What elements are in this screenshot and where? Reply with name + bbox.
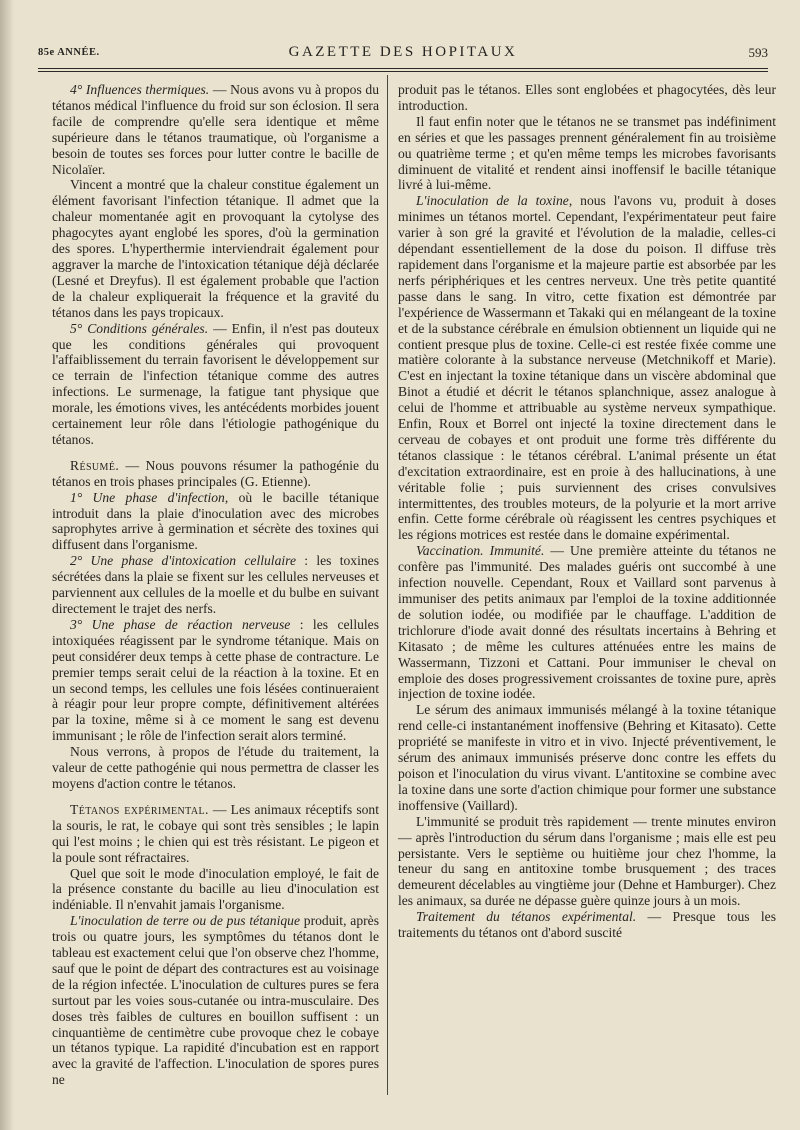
italic-heading: 1° Une phase d'infection [70, 489, 225, 505]
section-heading: Résumé. [70, 457, 120, 473]
paragraph [52, 321, 379, 448]
paragraph [52, 553, 379, 617]
paragraph [52, 866, 379, 914]
column-divider [387, 75, 388, 1095]
paragraph [52, 802, 379, 866]
paragraph-text: — Une première atteinte du tétanos ne confère pas l'immunité. Des malades guéris ont succombé à une infection nouvelle. Cependant, Roux et Vaillard sont parvenus à immuniser des petits animaux par l'emploi de la toxine additionnée de solution iodée, ou modifiée par le chauffage. L'addition de trichlorure d'iode avait donné des résultats incertains à Behring et Kitasato ; de même les cultures atténuées entre les mains de Wassermann, Tizzoni et Cattani. Pour immuniser le cheval on emploie des doses progressivement croissantes de toxine pure, après injection de toxine iodée. [398, 543, 776, 702]
page-binding-shadow [0, 0, 14, 1130]
left-column [52, 82, 379, 1088]
paragraph-text: Quel que soit le mode d'inoculation employé, le fait de la présence constante du bacille au lieu d'inoculation est indéniable. Il n'envahit jamais l'organisme. [52, 865, 379, 913]
header-year: 85e ANNÉE. [38, 47, 100, 58]
italic-heading: L'inoculation de la toxine [416, 193, 569, 209]
paragraph-text: — Nous pouvons résumer la pathogénie du tétanos en trois phases principales (G. Etienne). [52, 457, 379, 489]
paragraph-text: — Enfin, il n'est pas douteux que les conditions générales qui provoquent l'affaiblissement du terrain favorisent le développement sur ce terrain de l'infection tétanique comme des autres infections. Le surmenage, la fatigue tant physique que morale, les émotions vives, les antécédents morbides jouent certainement leur rôle dans l'étiologie pathogénique du tétanos. [52, 320, 379, 447]
italic-heading: 4° Influences thermiques. [70, 82, 210, 97]
paragraph [398, 814, 776, 909]
paragraph-text: produit, après trois ou quatre jours, les symptômes du tétanos dont le tableau est exactement celui que l'on observe chez l'homme, sauf que le point de départ des contractures est au voisinage de la région infectée. L'inoculation de cultures pures se fera surtout par les voies sous-cutanée ou intra-musculaire. Des doses très faibles de cultures en bouillon suffisent : un cinquantième de centimètre cube provoque chez le cobaye un tétanos typique. La rapidité d'incubation est en rapport avec la gravité de l'affection. L'inoculation de spores pures ne [52, 913, 379, 1088]
italic-heading: Traitement du tétanos expérimental. [416, 909, 637, 925]
paragraph-text: L'immunité se produit très rapidement — trente minutes environ — après l'introduction du sérum dans l'organisme ; mais elle est peu persistante. Vers le septième ou huitième jour chez l'homme, la teneur du sang en antitoxine tombe brusquement ; des traces demeurent décelables au vingtième jour (Dehne et Hamburger). Chez les animaux, sa durée ne dépasse guère quinze jours à un mois. [398, 813, 776, 909]
section-heading: Tétanos expérimental. [70, 801, 209, 817]
italic-heading: L'inoculation de terre ou de pus tétanique [70, 913, 300, 929]
paragraph [398, 702, 776, 813]
paragraph [398, 909, 776, 941]
paragraph-text: — Les animaux réceptifs sont la souris, le rat, le cobaye qui sont très sensibles ; le lapin qui l'est moins ; le chien qui est très résistant. Le pigeon et la poule sont réfractaires. [52, 801, 379, 865]
italic-heading: 3° Une phase de réaction nerveuse [70, 616, 291, 632]
paragraph [52, 490, 379, 554]
paragraph [52, 458, 379, 490]
italic-heading: Vaccination. Immunité. [416, 543, 545, 559]
paragraph-text: , où le bacille tétanique introduit dans la plaie d'inoculation avec des microbes saprophytes arrive à germination et sécrète des toxines qui diffusent dans l'organisme. [52, 489, 379, 553]
paragraph [398, 82, 776, 114]
paragraph [398, 543, 776, 702]
paragraph-text: Il faut enfin noter que le tétanos ne se transmet pas indéfiniment en séries et que les passages prennent généralement fin au troisième ou quatrième terme ; et qu'en même temps les microbes favorisants diminuent de vitalité et rendent ainsi inoffensif le bacille tétanique livré à lui-même. [398, 113, 776, 193]
header-title: GAZETTE DES HOPITAUX [288, 44, 518, 60]
paragraph-text: Vincent a montré que la chaleur constitue également un élément favorisant l'infection tétanique. Il admet que la chaleur momentanée agit en provoquant la cytolyse des phagocytes ayant englobé les spores, d'où la germination des spores. L'hyperthermie interviendrait également pour aggraver la marche de l'intoxication tétanique déjà déclarée (Lesné et Dreyfus). Il est également probable que l'action de la chaleur expliquerait la fréquence et la gravité du tétanos dans les pays tropicaux. [52, 177, 379, 320]
header-rule-thin [38, 71, 768, 72]
paragraph [52, 744, 379, 792]
paragraph [52, 617, 379, 744]
paragraph-text: , nous l'avons vu, produit à doses minimes un tétanos mortel. Cependant, l'expérimentateur peut faire varier à son gré la gravité et l'évolution de la maladie, celles-ci dépendant essentiellement de la dose du poison. Il diffuse très rapidement dans l'organisme et la majeure partie est absorbée par les nerfs périphériques et les centres nerveux. Une très petite quantité passe dans le sang. In vitro, cette fixation est démontrée par l'expérience de Wassermann et Takaki qui en mélangeant de la toxine et de la substance cérébrale en émulsion obtiennent un liquide qui ne contient presque plus de toxine. Celle-ci est restée fixée comme une matière colorante à la substance nerveuse (Metchnikoff et Marie). C'est en injectant la toxine tétanique dans un viscère abdominal que Binot a étudié et décrit le tétanos splanchnique, assez analogue à celui de l'homme et attribuable au système nerveux sympathique. Enfin, Roux et Borrel ont injecté la toxine directement dans le cerveau de cobayes et ont produit une forme très différente du tétanos classique : le tétanos cérébral. L'animal présente un état d'excitation extraordinaire, est en proie à des hallucinations, à une véritable folie ; puis surviennent des crises convulsives intermittentes, des troubles moteurs, de la polyurie et la mort arrive enfin. Cette forme cérébrale où réagissent les centres psychiques et les régions motrices est restée dans le domaine expérimental. [398, 193, 776, 543]
paragraph-text: : les cellules intoxiquées réagissent par le syndrome tétanique. Mais on peut considérer deux temps à cette phase de contracture. Le premier temps serait celui de la réaction à la toxine. Et en un second temps, les cellules une fois lésées continueraient à réagir pour leur propre compte, définitivement altérées par la toxine, même si à ce moment le sang est devenu immunisant ; le rôle de l'infection serait alors terminé. [52, 616, 379, 744]
paragraph [398, 193, 776, 543]
paragraph-text: Nous verrons, à propos de l'étude du traitement, la valeur de cette pathogénie qui nous permettra de classer les moyens d'action contre le tétanos. [52, 744, 379, 791]
paragraph [52, 82, 379, 177]
header-rule-thick [38, 68, 768, 69]
right-column [398, 82, 776, 941]
paragraph-text: — Nous avons vu à propos du tétanos médical l'influence du froid sur son éclosion. Il sera facile de comprendre qu'elle sera identique et même supérieure dans le tétanos traumatique, où l'organisme a besoin de toutes ses forces pour lutter contre le bacille de Nicolaïer. [52, 82, 379, 177]
paragraph-text: produit pas le tétanos. Elles sont englobées et phagocytées, dès leur introduction. [398, 82, 776, 113]
paragraph-text: — Presque tous les traitements du tétanos ont d'abord suscité [398, 909, 776, 941]
page-header [38, 44, 768, 64]
italic-heading: 5° Conditions générales. [70, 320, 209, 336]
page-number: 593 [748, 45, 768, 60]
paragraph-text: : les toxines sécrétées dans la plaie se fixent sur les cellules nerveuses et parviennent aux cellules de la moelle et du bulbe en suivant directement le trajet des nerfs. [52, 553, 379, 616]
italic-heading: 2° Une phase d'intoxication cellulaire [70, 553, 296, 569]
paragraph [52, 177, 379, 320]
paragraph [52, 913, 379, 1088]
paragraph-text: Le sérum des animaux immunisés mélangé à la toxine tétanique rend celle-ci instantanément inoffensive (Behring et Kitasato). Cette propriété se manifeste in vitro et in vivo. Injecté préventivement, le sérum des animaux immunisés préserve donc contre les effets du poison et l'inoculation du virus vivant. L'antitoxine se combine avec la toxine dans une sorte d'action chimique pour former une substance inoffensive (Vaillard). [398, 702, 776, 813]
paragraph [398, 114, 776, 194]
